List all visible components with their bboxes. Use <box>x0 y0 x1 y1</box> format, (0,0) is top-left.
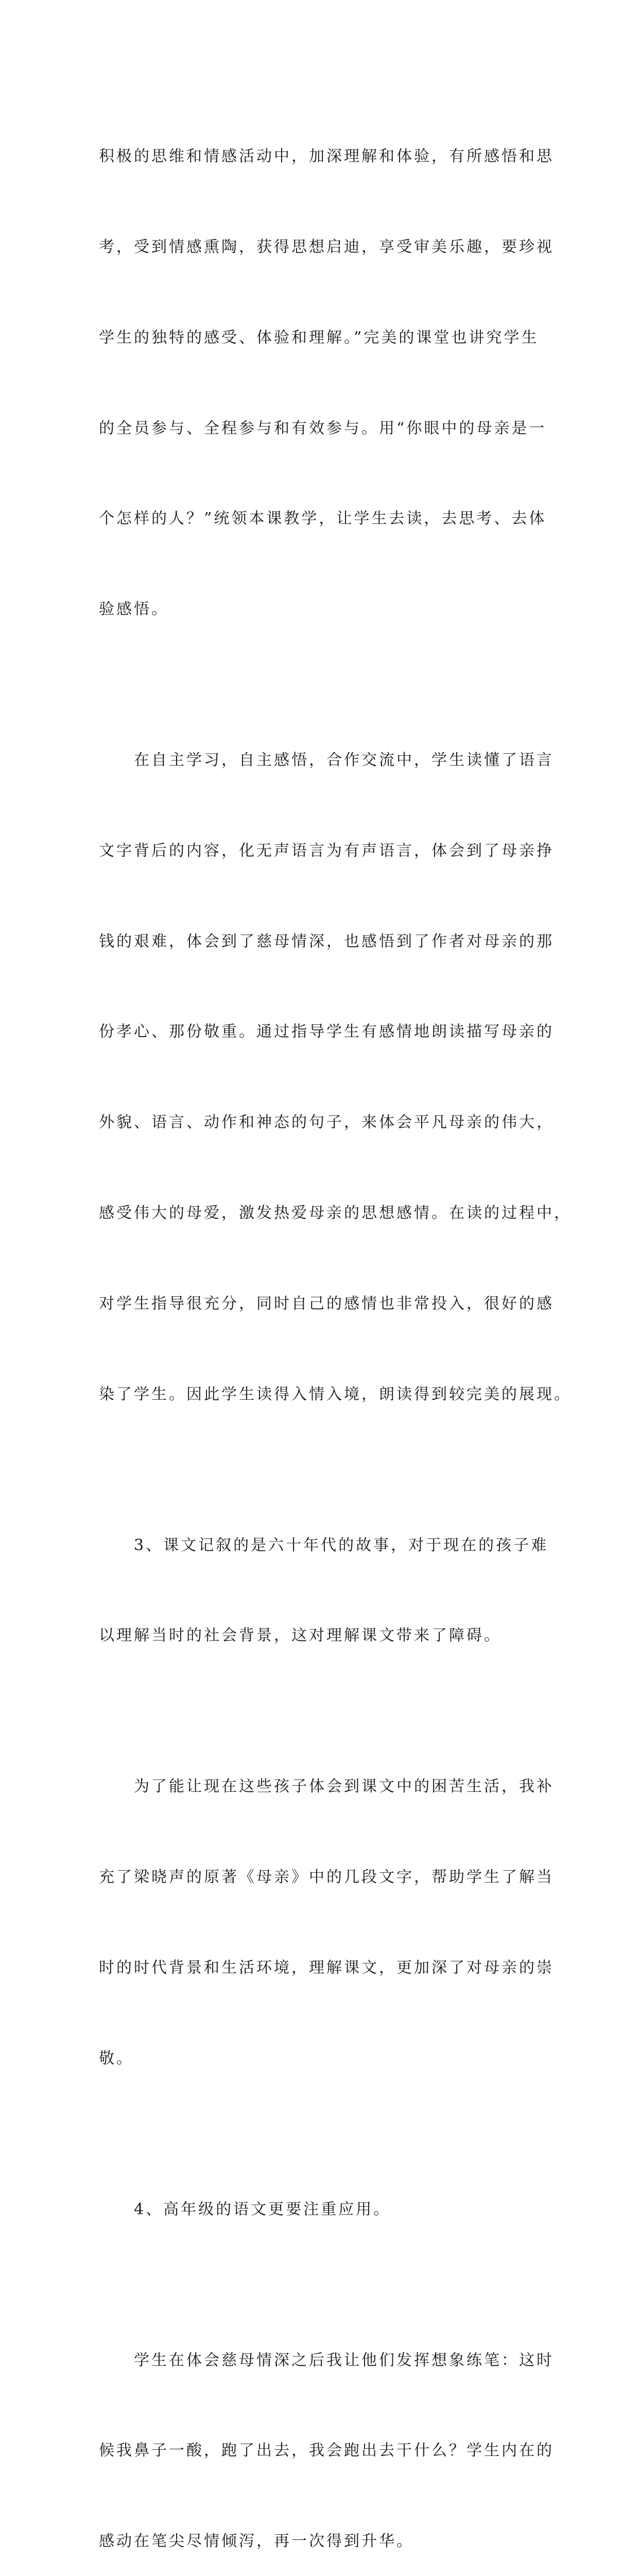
text-line: 学生的独特的感受、体验和理解。”完美的课堂也讲究学生 <box>99 328 539 347</box>
text-line: 钱的艰难，体会到了慈母情深，也感悟到了作者对母亲的那 <box>99 932 554 951</box>
text-line: 考，受到情感熏陶，获得思想启迪，享受审美乐趣，要珍视 <box>99 238 554 256</box>
text-line: 对学生指导很充分，同时自己的感情也非常投入，很好的感 <box>99 1294 554 1313</box>
text-line: 染了学生。因此学生读得入情入境，朗读得到较完美的展现。 <box>99 1385 572 1403</box>
text-line: 感动在笔尖尽情倾泻，再一次得到升华。 <box>99 2532 414 2551</box>
paragraph-3 <box>99 1470 547 1711</box>
text-line: 学生在体会慈母情深之后我让他们发挥想象练笔：这时 <box>99 2351 554 2369</box>
text-line: 敬。 <box>99 2049 134 2067</box>
document-body <box>99 81 572 2576</box>
text-line: 外貌、语言、动作和神态的句子，来体会平凡母亲的伟大， <box>99 1113 554 1132</box>
text-line: 以理解当时的社会背景，这对理解课文带来了障碍。 <box>99 1626 502 1645</box>
paragraph-2 <box>99 685 572 1470</box>
paragraph-1 <box>99 81 554 685</box>
text-line: 时的时代背景和生活环境，理解课文，更加深了对母亲的崇 <box>99 1958 554 1977</box>
text-line: 候我鼻子一酸，跑了出去，我会跑出去干什么？学生内在的 <box>99 2442 554 2460</box>
text-line: 积极的思维和情感活动中，加深理解和体验，有所感悟和思 <box>99 147 554 166</box>
text-line: 份孝心、那份敬重。通过指导学生有感情地朗读描写母亲的 <box>99 1023 554 1041</box>
text-line: 为了能让现在这些孩子体会到课文中的困苦生活，我补 <box>99 1777 554 1796</box>
text-line: 验感悟。 <box>99 600 169 619</box>
text-line: 在自主学习，自主感悟，合作交流中，学生读懂了语言 <box>99 751 554 770</box>
paragraph-6 <box>99 2285 554 2576</box>
text-line: 充了梁晓声的原著《母亲》中的几段文字，帮助学生了解当 <box>99 1868 554 1887</box>
text-line: 4、高年级的语文更要注重应用。 <box>99 2200 391 2218</box>
paragraph-4 <box>99 1711 554 2134</box>
paragraph-5 <box>99 2134 547 2285</box>
text-line: 个怎样的人？”统领本课教学，让学生去读，去思考、去体 <box>99 510 547 528</box>
text-line: 文字背后的内容，化无声语言为有声语言，体会到了母亲挣 <box>99 841 554 860</box>
text-line: 3、课文记叙的是六十年代的故事，对于现在的孩子难 <box>99 1536 549 1554</box>
text-line: 的全员参与、全程参与和有效参与。用“你眼中的母亲是一 <box>99 419 547 437</box>
text-line: 感受伟大的母爱，激发热爱母亲的思想感情。在读的过程中， <box>99 1204 572 1222</box>
